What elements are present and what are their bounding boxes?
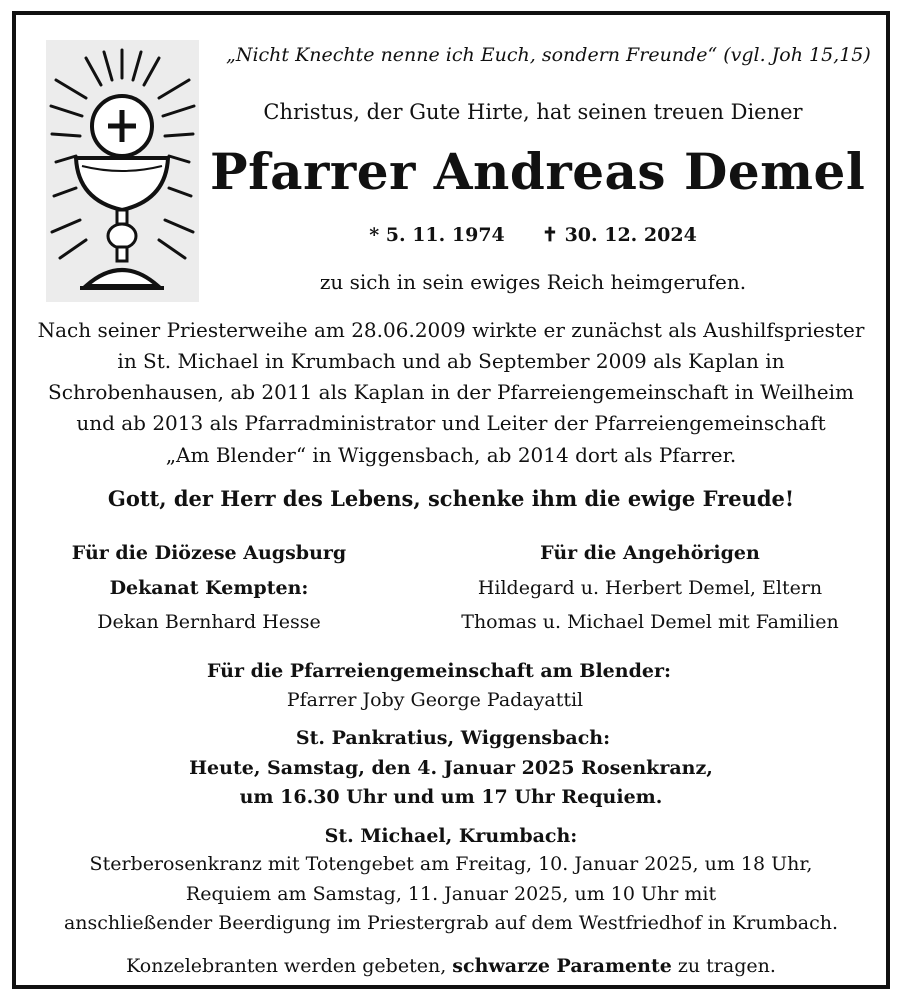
- krumbach-line: Sterberosenkranz mit Totengebet am Freitag, 10. Januar 2025, um 18 Uhr,: [89, 853, 813, 875]
- cross-icon: ✝: [542, 224, 558, 246]
- krumbach-line: anschließender Beerdigung im Priestergrab auf dem Westfriedhof in Krumbach.: [63, 912, 839, 934]
- parish-priest: Pfarrer Joby George Padayattil: [286, 689, 584, 711]
- wiggensbach-heading: St. Pankratius, Wiggensbach:: [295, 727, 611, 749]
- wiggensbach-line: um 16.30 Uhr und um 17 Uhr Requiem.: [239, 786, 663, 808]
- krumbach-line: Requiem am Samstag, 11. Januar 2025, um 10 Uhr mit: [185, 883, 717, 905]
- closing-line: [0, 955, 902, 977]
- biography-line: in St. Michael in Krumbach und ab September 2009 als Kaplan in: [117, 349, 785, 373]
- birth-date: * 5. 11. 1974: [369, 224, 505, 246]
- called-home-line: zu sich in sein ewiges Reich heimgerufen.: [319, 270, 747, 294]
- biography-line: Nach seiner Priesterweihe am 28.06.2009 wirkte er zunächst als Aushilfspriester: [37, 318, 865, 342]
- biography-line: Schrobenhausen, ab 2011 als Kaplan in der Pfarreiengemeinschaft in Weilheim: [48, 380, 854, 404]
- chalice-with-host-icon: [46, 40, 199, 302]
- biography-line: und ab 2013 als Pfarradministrator und Leiter der Pfarreiengemeinschaft: [76, 411, 826, 435]
- dean-name: Dekan Bernhard Hesse: [97, 611, 321, 633]
- family-heading: Für die Angehörigen: [540, 542, 760, 564]
- krumbach-heading: St. Michael, Krumbach:: [324, 825, 578, 847]
- intro-line: Christus, der Gute Hirte, hat seinen treuen Diener: [263, 100, 803, 124]
- deanery-heading: Dekanat Kempten:: [109, 577, 309, 599]
- parish-heading: Für die Pfarreiengemeinschaft am Blender:: [207, 660, 671, 682]
- closing-text: zu tragen.: [677, 955, 776, 977]
- family-line: Hildegard u. Herbert Demel, Eltern: [477, 577, 823, 599]
- blessing: Gott, der Herr des Lebens, schenke ihm die ewige Freude!: [107, 486, 795, 511]
- closing-emphasis: schwarze Paramente: [452, 955, 672, 977]
- deceased-name: Pfarrer Andreas Demel: [210, 142, 866, 201]
- closing-text: Konzelebranten werden gebeten,: [126, 955, 447, 977]
- death-date: 30. 12. 2024: [564, 224, 697, 246]
- family-line: Thomas u. Michael Demel mit Familien: [461, 611, 839, 633]
- dates-row: [226, 224, 840, 246]
- diocese-heading: Für die Diözese Augsburg: [71, 542, 347, 564]
- biography-line: „Am Blender“ in Wiggensbach, ab 2014 dort als Pfarrer.: [165, 443, 737, 467]
- bible-quote: „Nicht Knechte nenne ich Euch, sondern Freunde“ (vgl. Joh 15,15): [226, 44, 871, 66]
- wiggensbach-line: Heute, Samstag, den 4. Januar 2025 Rosenkranz,: [189, 757, 713, 779]
